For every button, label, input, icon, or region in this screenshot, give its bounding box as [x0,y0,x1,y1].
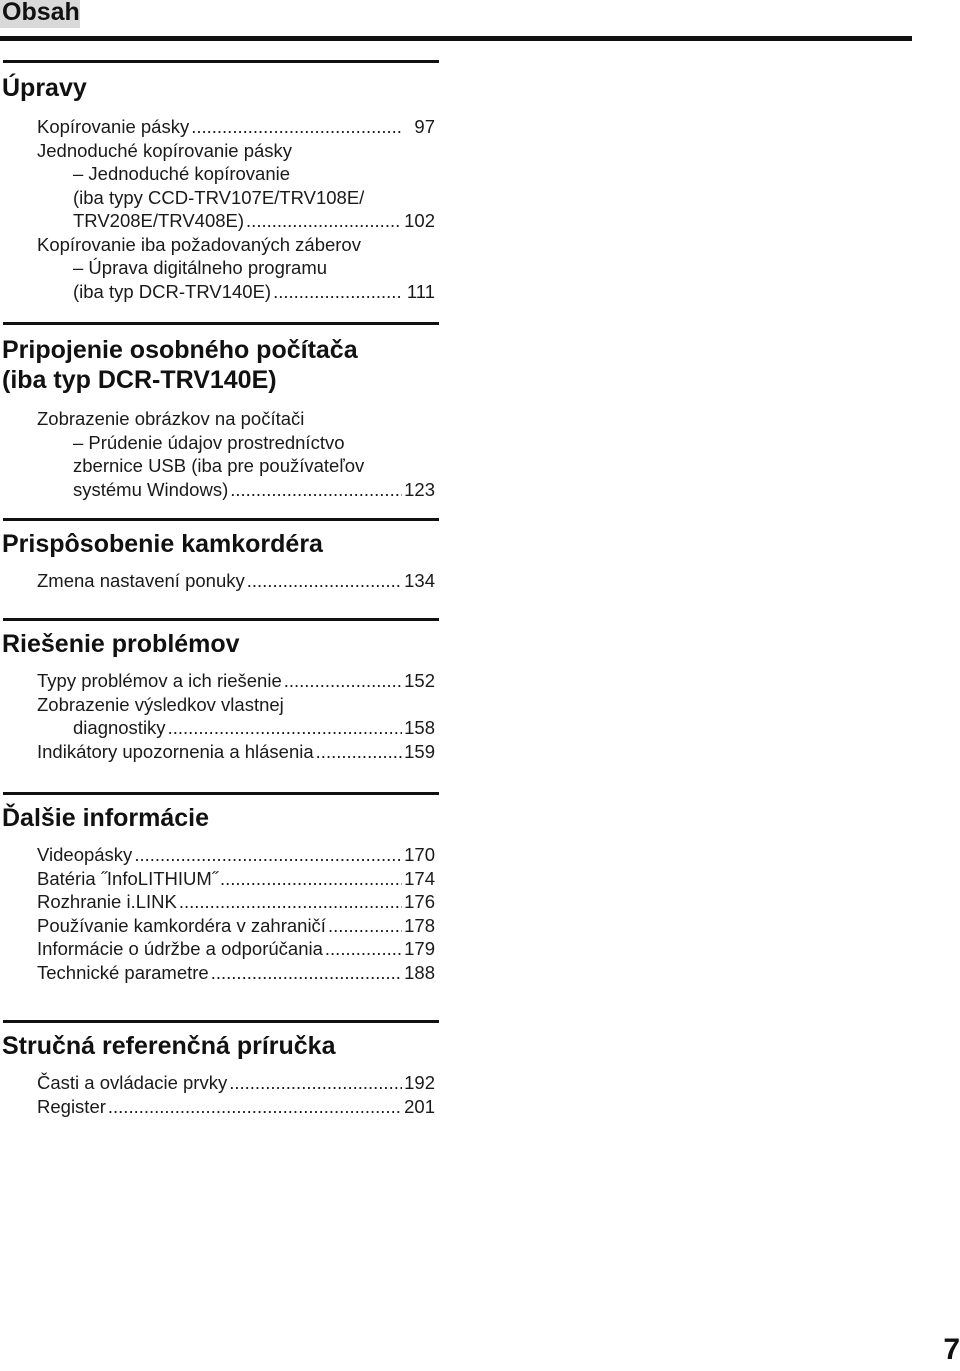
toc-entry[interactable] [37,961,435,985]
page-number: 7 [943,1333,960,1366]
toc-entry-line: – Jednoduché kopírovanie [73,163,291,184]
section-entries [0,569,439,593]
toc-entry-final-line [37,209,435,233]
toc-page-number: 102 [404,210,435,231]
toc-entry-text: Register [37,1095,106,1117]
toc-page-number: 188 [404,961,435,983]
toc-entry-text: Časti a ovládacie prvky [37,1072,228,1093]
toc-entry-text: Indikátory upozornenia a hlásenia [37,740,314,762]
toc-entry-line: Zobrazenie obrázkov na počítači [37,408,305,429]
toc-entry-text: diagnostiky [73,717,166,738]
section-title [0,629,439,659]
toc-page-number: 174 [404,867,435,889]
toc-entry-text: systému Windows) [73,478,229,500]
toc-page-number: 176 [404,891,435,912]
toc-entry-final-line [37,478,435,502]
toc-entry-text: Kopírovanie pásky [37,116,190,137]
toc-section [0,518,439,593]
dot-leader [273,280,403,304]
dot-leader [168,716,403,740]
section-title-line: Riešenie problémov [2,630,240,658]
toc-section [0,322,439,501]
toc-entry[interactable] [37,937,435,961]
dot-leader [230,478,402,502]
page-title: Obsah [2,0,80,26]
toc-entry-text: Zmena nastavení ponuky [37,570,245,591]
toc-page-number: 152 [404,670,435,691]
toc-entry-line: – Prúdenie údajov prostredníctvo [73,431,345,453]
toc-entry-final-line [37,716,435,740]
toc-page-number: 111 [406,280,435,302]
section-title-line: Pripojenie osobného počítača [2,336,358,364]
dot-leader [211,961,402,985]
section-title [0,529,439,559]
dot-leader [246,209,402,233]
toc-entry[interactable] [37,669,435,693]
toc-page-number: 159 [404,740,435,762]
toc-entry-text: Rozhranie i.LINK [37,891,177,912]
section-title-line: Úpravy [2,74,87,102]
dot-leader [284,669,402,693]
toc-page-number: 178 [404,914,435,936]
toc-page-number: 158 [404,717,435,738]
toc-page-number: 192 [404,1072,435,1093]
toc-entry-final-line [37,890,435,914]
toc-page-number: 179 [404,938,435,959]
section-entries [0,843,439,984]
toc-entry[interactable] [37,407,435,501]
section-title [0,803,439,833]
dot-leader [247,569,402,593]
toc-entry-text: (iba typ DCR-TRV140E) [73,280,272,302]
toc-entry-line: Zobrazenie výsledkov vlastnej [37,693,284,715]
toc-page-number: 201 [404,1095,435,1117]
section-rule [3,60,439,63]
section-entries [0,407,439,501]
toc-entry-final-line [37,937,435,961]
toc-entry[interactable] [37,843,435,867]
toc-entry-text: TRV208E/TRV408E) [73,210,245,231]
toc-entry-text: Videopásky [37,844,133,865]
toc-entry-text: Informácie o údržbe a odporúčania [37,938,323,959]
section-entries [0,115,439,303]
toc-section [0,1020,439,1118]
toc-entry-final-line [37,1095,435,1119]
toc-page-number: 123 [404,478,435,500]
dot-leader [191,115,403,139]
toc-section [0,618,439,763]
toc-entry-line: Jednoduché kopírovanie pásky [37,139,293,161]
section-title-line: Ďalšie informácie [2,804,210,832]
dot-leader [328,914,402,938]
toc-entry[interactable] [37,867,435,891]
toc-entry-final-line [37,740,435,764]
toc-page-number: 134 [404,570,435,591]
dot-leader [229,1071,402,1095]
section-rule [3,792,439,795]
toc-entry[interactable] [37,139,435,233]
dot-leader [325,937,402,961]
toc-entry-line: (iba typy CCD-TRV107E/TRV108E/ [73,186,365,208]
toc-entry-final-line [37,961,435,985]
toc-entry-final-line [37,867,435,891]
toc-entry[interactable] [37,569,435,593]
toc-entry[interactable] [37,1095,435,1119]
toc-entry-final-line [37,669,435,693]
toc-entry[interactable] [37,233,435,304]
section-title [0,335,439,395]
toc-entry-line: zbernice USB (iba pre používateľov [73,455,365,476]
dot-leader [220,867,402,891]
section-title-line: Stručná referenčná príručka [2,1032,336,1060]
toc-entry[interactable] [37,890,435,914]
section-rule [3,518,439,521]
toc-entry-text: Technické parametre [37,961,209,983]
toc-entry[interactable] [37,914,435,938]
dot-leader [134,843,402,867]
toc-entry[interactable] [37,740,435,764]
section-rule [3,618,439,621]
toc-entry-final-line [37,1071,435,1095]
section-title [0,73,439,103]
toc-entry-line: Kopírovanie iba požadovaných záberov [37,233,361,255]
toc-entry-text: Batéria ˝InfoLITHIUM˝ [37,867,218,889]
toc-entry-text: Typy problémov a ich riešenie [37,670,282,691]
toc-entry-text: Používanie kamkordéra v zahraničí [37,914,326,936]
toc-entry-final-line [37,843,435,867]
toc-page-number: 170 [404,844,435,865]
dot-leader [316,740,402,764]
table-of-contents [0,0,440,1371]
dot-leader [108,1095,402,1119]
toc-entry[interactable] [37,1071,435,1095]
toc-entry[interactable] [37,115,435,139]
toc-page-number: 97 [414,116,435,137]
toc-entry[interactable] [37,693,435,740]
toc-entry-final-line [37,280,435,304]
section-title-line: (iba typ DCR-TRV140E) [2,366,277,394]
section-entries [0,669,439,763]
toc-entry-line: – Úprava digitálneho programu [73,257,328,278]
section-title [0,1031,439,1061]
section-rule [3,322,439,325]
toc-entry-final-line [37,569,435,593]
toc-section [0,60,439,303]
section-title-line: Prispôsobenie kamkordéra [2,530,323,558]
toc-entry-final-line [37,914,435,938]
toc-entry-final-line [37,115,435,139]
section-entries [0,1071,439,1118]
section-rule [3,1020,439,1023]
toc-section [0,792,439,984]
dot-leader [179,890,402,914]
